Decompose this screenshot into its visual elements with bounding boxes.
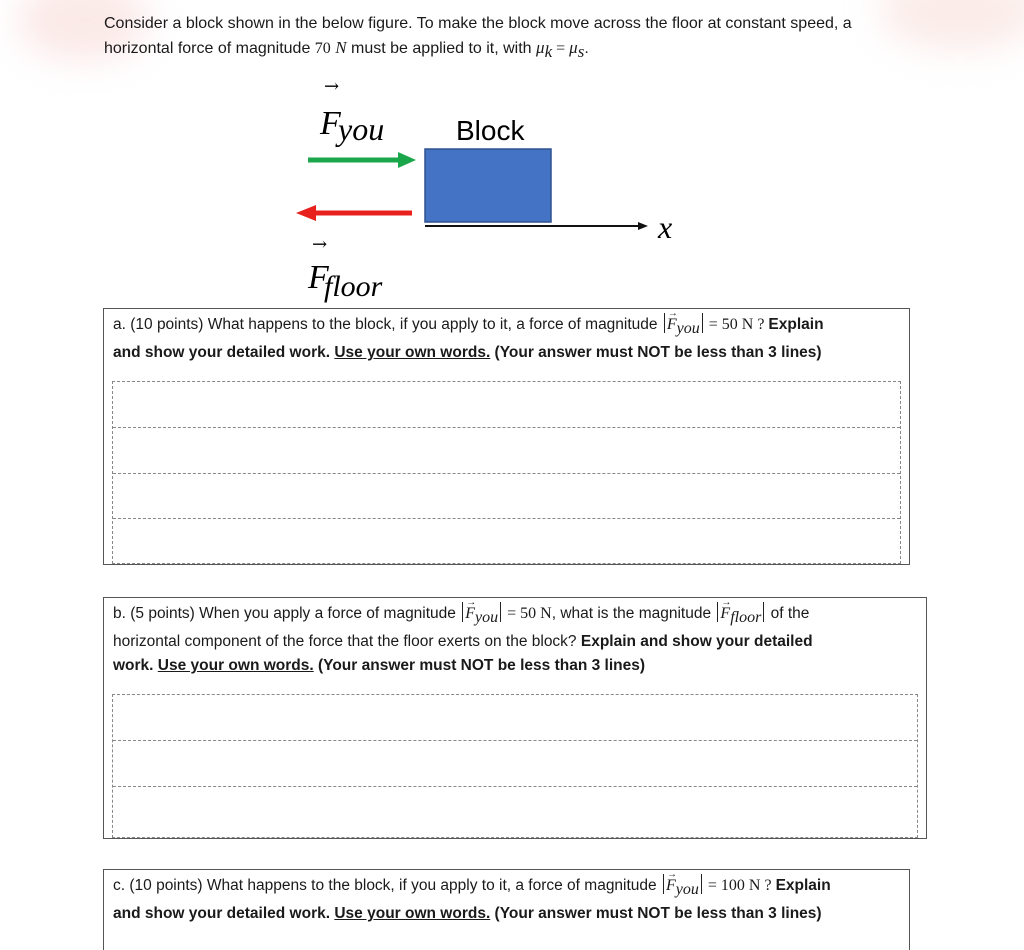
- question-b-text: b. (5 points) When you apply a force of magnitude → $F_{you} = 50$ N, what is the magnitude → $F_{floor}$ of the horizontal component of the force that the floor exerts on the block? Explain and show your detailed work. Use your own words. (Your answer must NOT be less than 3 lines): [113, 602, 918, 678]
- answer-line: [113, 740, 917, 741]
- answer-line: [113, 427, 900, 428]
- f-you-label: F: [320, 105, 341, 142]
- x-axis-label: x: [658, 209, 673, 245]
- intro-line-1: Consider a block shown in the below figure. To make the block move across the floor at constant speed, a: [104, 15, 852, 32]
- answer-line: [113, 786, 917, 787]
- vec-f-you: → F: [667, 313, 677, 337]
- f-floor-sub: floor: [324, 270, 383, 303]
- f-you-sub: you: [338, 111, 385, 147]
- answer-line: [113, 518, 900, 519]
- block-label: Block: [456, 115, 525, 146]
- force-value: 70: [314, 40, 331, 57]
- question-c-box: [103, 869, 910, 950]
- block: [425, 149, 551, 222]
- question-a-box: [103, 308, 910, 565]
- force-diagram: [280, 78, 720, 308]
- f-floor-arrow-glyph: →: [312, 234, 328, 255]
- underline-own-words: Use your own words.: [334, 344, 491, 362]
- f-you-arrowhead: [398, 152, 416, 168]
- problem-statement: [104, 12, 924, 64]
- f-floor-label: F: [308, 259, 329, 296]
- x-axis-arrowhead: [638, 222, 648, 230]
- force-diagram-svg: [280, 78, 720, 308]
- question-b-box: [103, 597, 927, 839]
- f-floor-arrowhead: [296, 205, 316, 221]
- question-c-text: c. (10 points) What happens to the block, if you apply to it, a force of magnitude → $F_{you} = 100$ N ? Explain and show your detailed work. Use your own words. (Your answer must NOT be less than 3 lines): [113, 874, 901, 926]
- answer-area-b[interactable]: [112, 694, 918, 838]
- force-unit: N: [335, 38, 347, 57]
- f-you-arrow-glyph: →: [324, 78, 340, 97]
- intro-line-2: horizontal force of magnitude 70 N must be applied to it, with $\mu_k = \mu_s$.: [104, 38, 589, 62]
- mu-s: μ: [569, 38, 578, 57]
- question-a-text: a. (10 points) What happens to the block, if you apply to it, a force of magnitude → $F_{you} = 50$ N ? Explain and show your detailed work. Use your own words. (Your answer must NOT be less than 3 lines): [113, 313, 901, 365]
- mu-k: μ: [536, 38, 545, 57]
- answer-line: [113, 473, 900, 474]
- answer-area-a[interactable]: [112, 381, 901, 564]
